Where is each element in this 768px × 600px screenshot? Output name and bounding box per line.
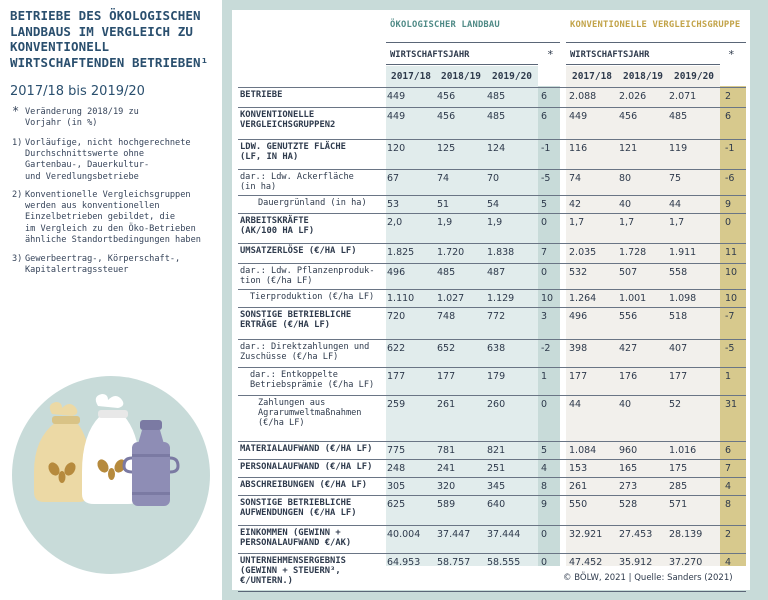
oeko-change-value: -1: [541, 143, 551, 154]
oeko-value: 485: [437, 267, 456, 278]
oeko-value: 781: [437, 445, 456, 456]
oeko-change-value: 0: [541, 217, 548, 228]
row-label: dar.: Entkoppelte Betriebsprämie (€/ha LF): [250, 370, 375, 391]
table-row: [238, 139, 746, 169]
table-row: [238, 307, 746, 339]
table-row: [238, 169, 746, 195]
table-row: [238, 107, 746, 139]
oeko-value: 345: [487, 481, 506, 492]
row-label: dar.: Ldw. Ackerfläche (in ha): [240, 172, 354, 193]
konv-value: 1.001: [619, 293, 647, 304]
table-row: [238, 339, 746, 367]
footnote-3: [12, 254, 212, 276]
oeko-change-value: 9: [541, 499, 548, 510]
konv-value: 407: [669, 343, 688, 354]
footnote-mark: 1): [12, 138, 23, 148]
oeko-value: 449: [387, 111, 406, 122]
oeko-change-value: 6: [541, 111, 548, 122]
konv-value: 35.912: [619, 557, 653, 568]
oeko-value: 1.027: [437, 293, 465, 304]
konv-value: 2.088: [569, 91, 597, 102]
oeko-value: 40.004: [387, 529, 421, 540]
oeko-value: 67: [387, 173, 400, 184]
oeko-value: 772: [487, 311, 506, 322]
oeko-change-value: 10: [541, 293, 554, 304]
konv-value: 1,7: [569, 217, 585, 228]
konv-value: 47.452: [569, 557, 603, 568]
oeko-value: 177: [387, 371, 406, 382]
konv-wirtschaftsjahr-label: WIRTSCHAFTSJAHR: [570, 50, 650, 60]
footnote-1: [12, 138, 212, 183]
oeko-value: 1.720: [437, 247, 465, 258]
konv-value: 44: [669, 199, 682, 210]
konv-change-value: 4: [725, 557, 732, 568]
konv-value: 398: [569, 343, 588, 354]
oeko-change-value: -2: [541, 343, 551, 354]
oeko-value: 1.110: [387, 293, 415, 304]
oeko-value: 485: [487, 111, 506, 122]
konv-value: 2.035: [569, 247, 597, 258]
konv-change-value: -1: [725, 143, 735, 154]
oeko-change-value: 5: [541, 199, 548, 210]
konv-value: 80: [619, 173, 632, 184]
konv-value: 37.270: [669, 557, 703, 568]
oeko-value: 456: [437, 91, 456, 102]
konv-value: 1,7: [669, 217, 685, 228]
oeko-value: 260: [487, 399, 506, 410]
konv-value: 1.084: [569, 445, 597, 456]
oeko-change-value: 6: [541, 91, 548, 102]
oeko-value: 625: [387, 499, 406, 510]
oeko-change-value: -5: [541, 173, 551, 184]
footnote-mark: 2): [12, 190, 23, 200]
konv-value: 32.921: [569, 529, 603, 540]
table-row: [238, 263, 746, 289]
konv-year-header: 2019/20: [673, 70, 715, 82]
row-label: dar.: Ldw. Pflanzenproduk- tion (€/ha LF): [240, 266, 375, 287]
oeko-change-value: 4: [541, 463, 548, 474]
oeko-value: 720: [387, 311, 406, 322]
oeko-value: 1.838: [487, 247, 515, 258]
konv-value: 558: [669, 267, 688, 278]
header-divider: [386, 64, 538, 65]
konv-change-value: 8: [725, 499, 732, 510]
konv-change-value: -7: [725, 311, 735, 322]
oeko-change-value: 3: [541, 311, 548, 322]
konv-value: 176: [619, 371, 638, 382]
oeko-value: 125: [437, 143, 456, 154]
table-row: [238, 441, 746, 459]
konv-value: 27.453: [619, 529, 653, 540]
oeko-value: 177: [437, 371, 456, 382]
oeko-change-value: 8: [541, 481, 548, 492]
oeko-change-header: *: [547, 48, 554, 61]
konv-value: 427: [619, 343, 638, 354]
konv-value: 1.728: [619, 247, 647, 258]
table-bottom-line: [238, 591, 746, 592]
group-header-konv: KONVENTIONELLE VERGLEICHSGRUPPE: [570, 20, 741, 30]
row-label: Zahlungen aus Agrarumweltmaßnahmen (€/ha LF): [258, 398, 362, 429]
konv-change-value: -5: [725, 343, 735, 354]
oeko-value: 487: [487, 267, 506, 278]
table-row: [238, 525, 746, 553]
row-label: Dauergrünland (in ha): [258, 198, 367, 208]
table-row: [238, 477, 746, 495]
oeko-value: 775: [387, 445, 406, 456]
konv-value: 496: [569, 311, 588, 322]
oeko-value: 259: [387, 399, 406, 410]
oeko-value: 1,9: [487, 217, 503, 228]
table-row: [238, 553, 746, 591]
oeko-value: 821: [487, 445, 506, 456]
konv-value: 485: [669, 111, 688, 122]
oeko-change-value: 0: [541, 267, 548, 278]
header-divider: [386, 42, 560, 43]
oeko-value: 748: [437, 311, 456, 322]
konv-value: 1,7: [619, 217, 635, 228]
oeko-value: 652: [437, 343, 456, 354]
konv-value: 449: [569, 111, 588, 122]
oeko-change-value: 0: [541, 529, 548, 540]
oeko-value: 58.555: [487, 557, 521, 568]
oeko-value: 124: [487, 143, 506, 154]
oeko-value: 70: [487, 173, 500, 184]
oeko-value: 54: [487, 199, 500, 210]
row-label: UNTERNEHMENSERGEBNIS (GEWINN + STEUERN³, €/UNTERN.): [240, 556, 346, 587]
header-divider: [566, 64, 720, 65]
footnote-text: Konventionelle Vergleichsgruppen werden aus konventionellen Einzelbetrieben gebildet, die im Vergleich zu den Öko-Betrieben ähnliche Standortbedingungen haben: [25, 190, 201, 245]
oeko-value: 74: [437, 173, 450, 184]
konv-value: 175: [669, 463, 688, 474]
footnote-text: Gewerbeertrag-, Körperschaft-, Kapitalertragssteuer: [25, 254, 181, 276]
konv-value: 2.071: [669, 91, 697, 102]
footnote-mark: *: [12, 104, 20, 118]
row-label: KONVENTIONELLE VERGLEICHSGRUPPEN2: [240, 110, 336, 131]
oeko-value: 589: [437, 499, 456, 510]
page-title: BETRIEBE DES ÖKOLOGISCHEN LANDBAUS IM VERGLEICH ZU KONVENTIONELL WIRTSCHAFTENDEN BETRIEBEN¹: [10, 8, 209, 70]
oeko-value: 496: [387, 267, 406, 278]
oeko-value: 1,9: [437, 217, 453, 228]
oeko-value: 37.444: [487, 529, 521, 540]
konv-value: 1.911: [669, 247, 697, 258]
oeko-value: 449: [387, 91, 406, 102]
oeko-value: 120: [387, 143, 406, 154]
konv-value: 40: [619, 399, 632, 410]
footnote-2: [12, 190, 212, 246]
konv-value: 121: [619, 143, 638, 154]
row-label: ARBEITSKRÄFTE (AK/100 HA LF): [240, 216, 315, 237]
row-label: UMSATZERLÖSE (€/HA LF): [240, 246, 357, 256]
konv-value: 52: [669, 399, 682, 410]
sacks-illustration-icon: [12, 376, 210, 574]
konv-change-value: 6: [725, 111, 732, 122]
oeko-value: 485: [487, 91, 506, 102]
konv-value: 1.264: [569, 293, 597, 304]
konv-change-value: 6: [725, 445, 732, 456]
footnote-text: Vorläufige, nicht hochgerechnete Durchschnittswerte ohne Gartenbau-, Dauerkultur- und Veredlungsbetriebe: [25, 138, 191, 182]
konv-value: 1.098: [669, 293, 697, 304]
group-header-oeko: ÖKOLOGISCHER LANDBAU: [390, 20, 500, 30]
konv-value: 177: [669, 371, 688, 382]
footnote-mark: 3): [12, 254, 23, 264]
table-row: [238, 213, 746, 243]
konv-change-value: 10: [725, 293, 738, 304]
konv-change-value: 2: [725, 529, 732, 540]
row-label: SONSTIGE BETRIEBLICHE AUFWENDUNGEN (€/HA LF): [240, 498, 357, 519]
konv-value: 532: [569, 267, 588, 278]
oeko-change-value: 0: [541, 557, 548, 568]
konv-change-value: 31: [725, 399, 738, 410]
oeko-value: 58.757: [437, 557, 471, 568]
konv-value: 119: [669, 143, 688, 154]
oeko-change-value: 7: [541, 247, 548, 258]
oeko-value: 64.953: [387, 557, 421, 568]
row-label: dar.: Direktzahlungen und Zuschüsse (€/ha LF): [240, 342, 370, 363]
sacks-and-milk-can-illustration: [12, 376, 210, 574]
oeko-value: 1.129: [487, 293, 515, 304]
konv-change-value: 7: [725, 463, 732, 474]
konv-value: 556: [619, 311, 638, 322]
row-label: MATERIALAUFWAND (€/HA LF): [240, 444, 373, 454]
konv-change-value: 11: [725, 247, 738, 258]
table-row: [238, 495, 746, 525]
oeko-value: 640: [487, 499, 506, 510]
table-row: [238, 289, 746, 307]
page-subtitle: 2017/18 bis 2019/20: [10, 84, 145, 99]
konv-value: 2.026: [619, 91, 647, 102]
oeko-value: 638: [487, 343, 506, 354]
oeko-value: 248: [387, 463, 406, 474]
footnote-text: Veränderung 2018/19 zu Vorjahr (in %): [25, 107, 139, 129]
konv-value: 456: [619, 111, 638, 122]
oeko-change-value: 5: [541, 445, 548, 456]
oeko-value: 179: [487, 371, 506, 382]
konv-value: 960: [619, 445, 638, 456]
table-row: [238, 459, 746, 477]
konv-year-header: 2018/19: [622, 70, 664, 82]
oeko-value: 53: [387, 199, 400, 210]
oeko-change-value: 1: [541, 371, 548, 382]
oeko-value: 251: [487, 463, 506, 474]
info-column: [0, 0, 222, 600]
konv-change-value: -6: [725, 173, 735, 184]
oeko-value: 305: [387, 481, 406, 492]
oeko-value: 1.825: [387, 247, 415, 258]
row-label: BETRIEBE: [240, 90, 283, 100]
konv-value: 518: [669, 311, 688, 322]
konv-value: 273: [619, 481, 638, 492]
row-label: SONSTIGE BETRIEBLICHE ERTRÄGE (€/HA LF): [240, 310, 352, 331]
oeko-change-value: 0: [541, 399, 548, 410]
oeko-year-header: 2018/19: [440, 70, 482, 82]
konv-value: 75: [669, 173, 682, 184]
konv-value: 165: [619, 463, 638, 474]
oeko-value: 456: [437, 111, 456, 122]
konv-value: 507: [619, 267, 638, 278]
konv-value: 40: [619, 199, 632, 210]
row-label: PERSONALAUFWAND (€/HA LF): [240, 462, 373, 472]
konv-value: 1.016: [669, 445, 697, 456]
konv-value: 528: [619, 499, 638, 510]
konv-change-value: 9: [725, 199, 732, 210]
konv-value: 261: [569, 481, 588, 492]
konv-year-header: 2017/18: [571, 70, 613, 82]
konv-value: 285: [669, 481, 688, 492]
footnote-change: [12, 104, 212, 129]
oeko-value: 622: [387, 343, 406, 354]
konv-change-value: 0: [725, 217, 732, 228]
konv-value: 177: [569, 371, 588, 382]
konv-value: 42: [569, 199, 582, 210]
konv-change-value: 1: [725, 371, 732, 382]
konv-change-header: *: [728, 48, 735, 61]
konv-value: 550: [569, 499, 588, 510]
konv-value: 74: [569, 173, 582, 184]
row-label: ABSCHREIBUNGEN (€/HA LF): [240, 480, 368, 490]
row-label: LDW. GENUTZTE FLÄCHE (LF, IN HA): [240, 142, 346, 163]
header-divider: [566, 42, 746, 43]
konv-change-value: 2: [725, 91, 732, 102]
konv-change-value: 4: [725, 481, 732, 492]
row-label: Tierproduktion (€/ha LF): [250, 292, 375, 302]
oeko-value: 261: [437, 399, 456, 410]
table-row: [238, 395, 746, 441]
konv-value: 571: [669, 499, 688, 510]
oeko-value: 241: [437, 463, 456, 474]
oeko-year-header: 2019/20: [491, 70, 533, 82]
oeko-wirtschaftsjahr-label: WIRTSCHAFTSJAHR: [390, 50, 470, 60]
oeko-value: 320: [437, 481, 456, 492]
table-row: [238, 87, 746, 107]
konv-value: 28.139: [669, 529, 703, 540]
konv-value: 44: [569, 399, 582, 410]
table-row: [238, 195, 746, 213]
table-row: [238, 367, 746, 395]
oeko-year-header: 2017/18: [390, 70, 432, 82]
oeko-value: 2,0: [387, 217, 403, 228]
source-footer: © BÖLW, 2021 | Quelle: Sanders (2021): [563, 573, 733, 583]
row-label: EINKOMMEN (GEWINN + PERSONALAUFWAND €/AK): [240, 528, 352, 549]
oeko-value: 51: [437, 199, 450, 210]
konv-value: 153: [569, 463, 588, 474]
konv-value: 116: [569, 143, 588, 154]
konv-change-value: 10: [725, 267, 738, 278]
table-row: [238, 243, 746, 263]
oeko-value: 37.447: [437, 529, 471, 540]
